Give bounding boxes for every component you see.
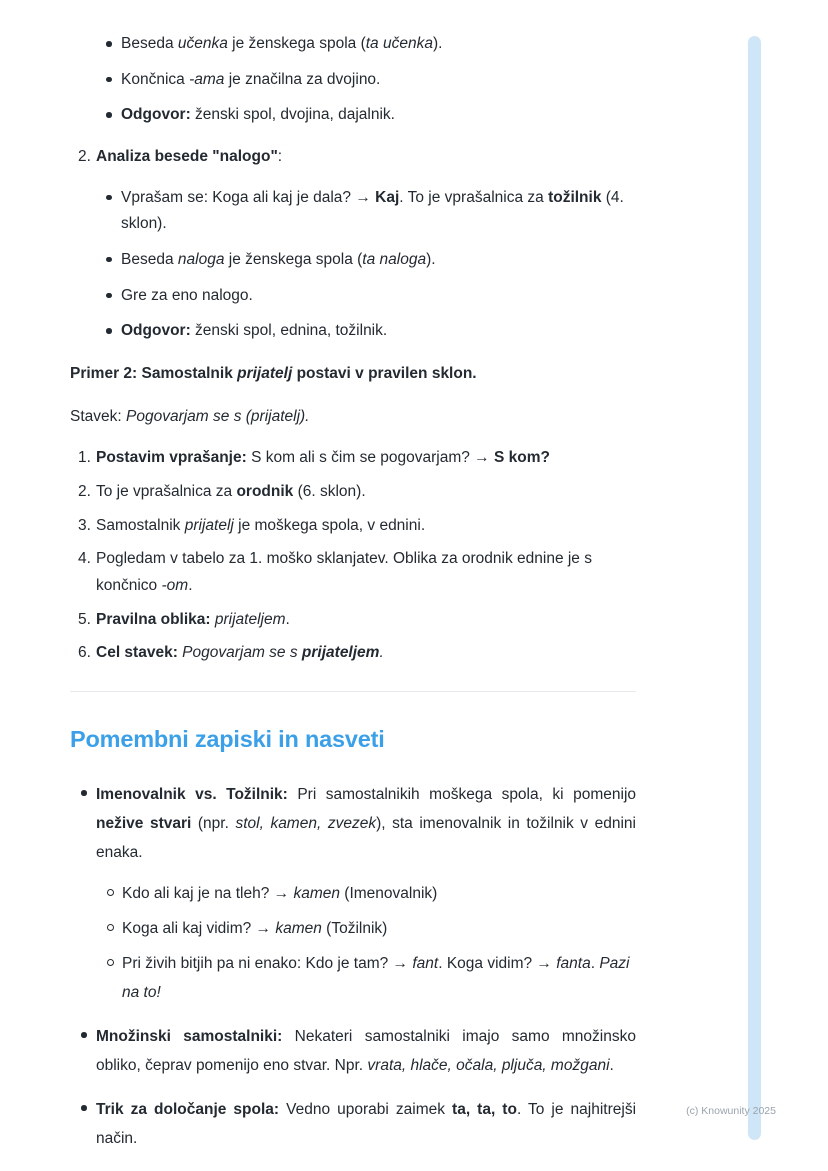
note-item: [78, 1095, 636, 1153]
step-item: [78, 546, 636, 599]
sub-note-item: [105, 879, 636, 908]
step-item: [78, 607, 636, 634]
list-item-text: Odgovor: ženski spol, dvojina, dajalnik.: [121, 106, 395, 124]
note-sub-list: [105, 879, 636, 1008]
list-number: 2.: [78, 482, 91, 500]
primer2-steps-list: [78, 445, 636, 667]
note-item: [78, 1022, 636, 1080]
step-item: [78, 445, 636, 472]
note-item-text: Trik za določanje spola: Vedno uporabi zaimek ta, ta, to. To je najhitrejši način.: [96, 1101, 637, 1148]
list-number: 2.: [78, 147, 91, 165]
list-item: [103, 318, 636, 345]
list-item-text: Odgovor: ženski spol, ednina, tožilnik.: [121, 322, 388, 340]
step-item-text: Pogledam v tabelo za 1. moško sklanjatev. Oblika za orodnik ednine je s končnico -om.: [96, 550, 592, 594]
bullet-icon: [103, 31, 121, 57]
notes-section-heading: Pomembni zapiski in nasveti: [70, 725, 385, 752]
bullet-icon: [103, 185, 121, 211]
list-item-text: Beseda naloga je ženskega spola (ta naloga).: [121, 250, 436, 268]
bullet-icon: [78, 1095, 96, 1121]
scrollbar-thumb[interactable]: [748, 36, 761, 1140]
list-number: 5.: [78, 610, 91, 628]
step-item-text: To je vprašalnica za orodnik (6. sklon).: [96, 482, 366, 500]
step-item-text: Pravilna oblika: prijateljem.: [96, 610, 290, 628]
sub-note-text: Pri živih bitjih pa ni enako: Kdo je tam? → fant. Koga vidim? → fanta. Pazi na to!: [122, 954, 630, 1001]
bullet-icon: [103, 318, 121, 344]
analysis-ucenka-list: [103, 31, 636, 129]
numbered-item-analiza-nalogo: [78, 144, 636, 171]
list-item-text: Končnica -ama je značilna za dvojino.: [121, 70, 381, 88]
note-item-text: Imenovalnik vs. Tožilnik: Pri samostalnikih moškega spola, ki pomenijo nežive stvari (npr. stol, kamen, zvezek), sta imenovalnik in tožilnik v ednini enaka.: [96, 786, 637, 862]
step-item: [78, 640, 636, 667]
list-item: [103, 283, 636, 310]
list-number: 6.: [78, 644, 91, 662]
list-item-text: Vprašam se: Koga ali kaj je dala? → Kaj. To je vprašalnica za tožilnik (4. sklon).: [121, 188, 624, 233]
list-item: [103, 31, 636, 58]
step-item-text: Postavim vprašanje: S kom ali s čim se pogovarjam? → S kom?: [96, 449, 550, 467]
hollow-bullet-icon: [105, 879, 122, 905]
document-content: [70, 31, 636, 1169]
bullet-icon: [103, 247, 121, 273]
notes-list: [78, 780, 636, 1153]
bullet-icon: [103, 102, 121, 128]
note-item: [78, 780, 636, 1007]
numbered-item-title: Analiza besede "nalogo":: [96, 147, 283, 165]
step-item: [78, 479, 636, 506]
primer2-sentence: Stavek: Pogovarjam se s (prijatelj).: [70, 407, 310, 425]
bullet-icon: [78, 780, 96, 806]
list-number: 3.: [78, 516, 91, 534]
sub-note-text: Kdo ali kaj je na tleh? → kamen (Imenovalnik): [122, 884, 438, 902]
step-item-text: Samostalnik prijatelj je moškega spola, v ednini.: [96, 516, 426, 534]
list-item: [103, 185, 636, 238]
list-item: [103, 67, 636, 94]
step-item-text: Cel stavek: Pogovarjam se s prijateljem.: [96, 644, 384, 662]
hollow-bullet-icon: [105, 949, 122, 975]
hollow-bullet-icon: [105, 914, 122, 940]
bullet-icon: [78, 1022, 96, 1048]
list-number: 1.: [78, 449, 91, 467]
bullet-icon: [103, 283, 121, 309]
section-divider: [70, 691, 636, 692]
sub-note-item: [105, 949, 636, 1007]
list-item: [103, 247, 636, 274]
footer-watermark: (c) Knowunity 2025: [686, 1105, 776, 1117]
list-number: 4.: [78, 550, 91, 568]
primer2-heading: Primer 2: Samostalnik prijatelj postavi v pravilen sklon.: [70, 364, 477, 382]
note-item-text: Množinski samostalniki: Nekateri samostalniki imajo samo množinsko obliko, čeprav pomenijo eno stvar. Npr. vrata, hlače, očala, pljuča, možgani.: [96, 1028, 636, 1075]
list-item: [103, 102, 636, 129]
sub-note-text: Koga ali kaj vidim? → kamen (Tožilnik): [122, 919, 388, 937]
list-item-text: Gre za eno nalogo.: [121, 286, 253, 304]
sub-note-item: [105, 914, 636, 943]
bullet-icon: [103, 67, 121, 93]
analysis-nalogo-list: [103, 185, 636, 345]
step-item: [78, 513, 636, 540]
list-item-text: Beseda učenka je ženskega spola (ta učenka).: [121, 35, 443, 52]
